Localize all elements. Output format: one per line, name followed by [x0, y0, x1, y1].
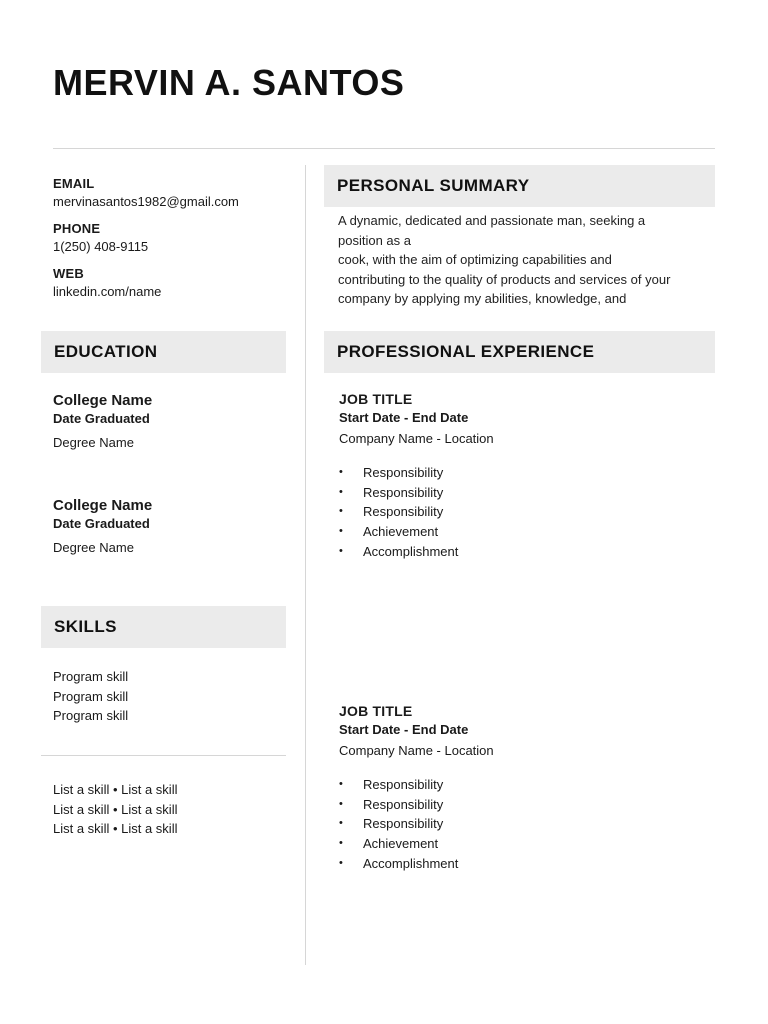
experience-heading: PROFESSIONAL EXPERIENCE — [324, 331, 715, 373]
contact-web — [53, 266, 161, 299]
skills-divider — [41, 755, 286, 756]
bullet-icon: • — [339, 797, 343, 810]
resume-name: MERVIN A. SANTOS — [53, 62, 405, 103]
education-entry — [53, 392, 152, 450]
job-item-text: Responsibility — [363, 777, 444, 792]
degree-name: Degree Name — [53, 435, 134, 450]
list-item — [339, 463, 494, 483]
job-item-text: Accomplishment — [363, 855, 459, 871]
header-divider — [53, 148, 715, 149]
list-item — [339, 834, 494, 854]
college-name: College Name — [53, 392, 153, 409]
job-item-text: Responsibility — [363, 484, 444, 500]
email-value: mervinasantos1982@gmail.com — [53, 194, 239, 209]
job-company: Company Name - Location — [339, 743, 494, 758]
bullet-icon: • — [339, 837, 343, 850]
column-divider — [305, 165, 306, 965]
job-dates: Start Date - End Date — [339, 722, 469, 737]
job-title: JOB TITLE — [339, 391, 413, 407]
program-skill: Program skill — [53, 688, 129, 704]
phone-value: 1(250) 408-9115 — [53, 239, 149, 254]
email-label: EMAIL — [53, 176, 95, 191]
summary-line: cook, with the aim of optimizing capabilities and — [338, 252, 612, 268]
job-entry — [339, 703, 494, 874]
list-skill-row: List a skill • List a skill — [53, 801, 178, 817]
job-items-list — [339, 463, 494, 562]
summary-heading: PERSONAL SUMMARY — [324, 165, 715, 207]
list-item — [339, 483, 494, 503]
skills-heading: SKILLS — [41, 606, 286, 648]
job-item-text: Achievement — [363, 836, 439, 852]
college-name: College Name — [53, 497, 153, 514]
list-item — [339, 795, 494, 815]
bullet-icon: • — [339, 466, 343, 478]
list-item — [339, 502, 494, 522]
job-item-text: Responsibility — [363, 796, 444, 812]
list-item — [339, 854, 494, 874]
job-item-text: Accomplishment — [363, 543, 459, 559]
program-skills-list — [53, 667, 128, 726]
summary-text — [338, 211, 708, 315]
date-graduated: Date Graduated — [53, 516, 150, 531]
list-skill-row: List a skill • List a skill — [53, 821, 178, 836]
list-item — [339, 542, 494, 562]
job-item-text: Achievement — [363, 524, 439, 540]
education-entry — [53, 497, 152, 555]
bullet-icon: • — [339, 525, 343, 538]
job-item-text: Responsibility — [363, 465, 444, 480]
education-heading: EDUCATION — [41, 331, 286, 373]
program-skill: Program skill — [53, 669, 129, 684]
job-items-list — [339, 775, 494, 874]
web-value: linkedin.com/name — [53, 284, 162, 299]
bullet-icon: • — [339, 544, 343, 557]
list-item — [339, 814, 494, 834]
bullet-icon: • — [339, 817, 343, 830]
summary-line: position as a — [338, 232, 411, 248]
program-skill: Program skill — [53, 708, 129, 723]
summary-line: company by applying my abilities, knowledge, and — [338, 291, 627, 307]
bullet-icon: • — [339, 485, 343, 498]
bullet-icon: • — [339, 778, 343, 790]
web-label: WEB — [53, 266, 84, 281]
date-graduated: Date Graduated — [53, 411, 150, 426]
list-skills-list — [53, 780, 177, 839]
contact-phone — [53, 221, 148, 254]
bullet-icon: • — [339, 856, 343, 869]
list-item — [339, 775, 494, 795]
job-title: JOB TITLE — [339, 703, 413, 719]
contact-email — [53, 176, 239, 209]
list-item — [339, 522, 494, 542]
bullet-icon: • — [339, 505, 343, 518]
summary-line: contributing to the quality of products and services of your — [338, 271, 671, 287]
job-dates: Start Date - End Date — [339, 410, 469, 425]
job-entry — [339, 391, 494, 562]
phone-label: PHONE — [53, 221, 101, 236]
job-item-text: Responsibility — [363, 816, 444, 832]
summary-line: A dynamic, dedicated and passionate man, seeking a — [338, 213, 646, 228]
job-company: Company Name - Location — [339, 431, 494, 446]
list-skill-row: List a skill • List a skill — [53, 782, 178, 797]
job-item-text: Responsibility — [363, 504, 444, 520]
degree-name: Degree Name — [53, 540, 134, 555]
